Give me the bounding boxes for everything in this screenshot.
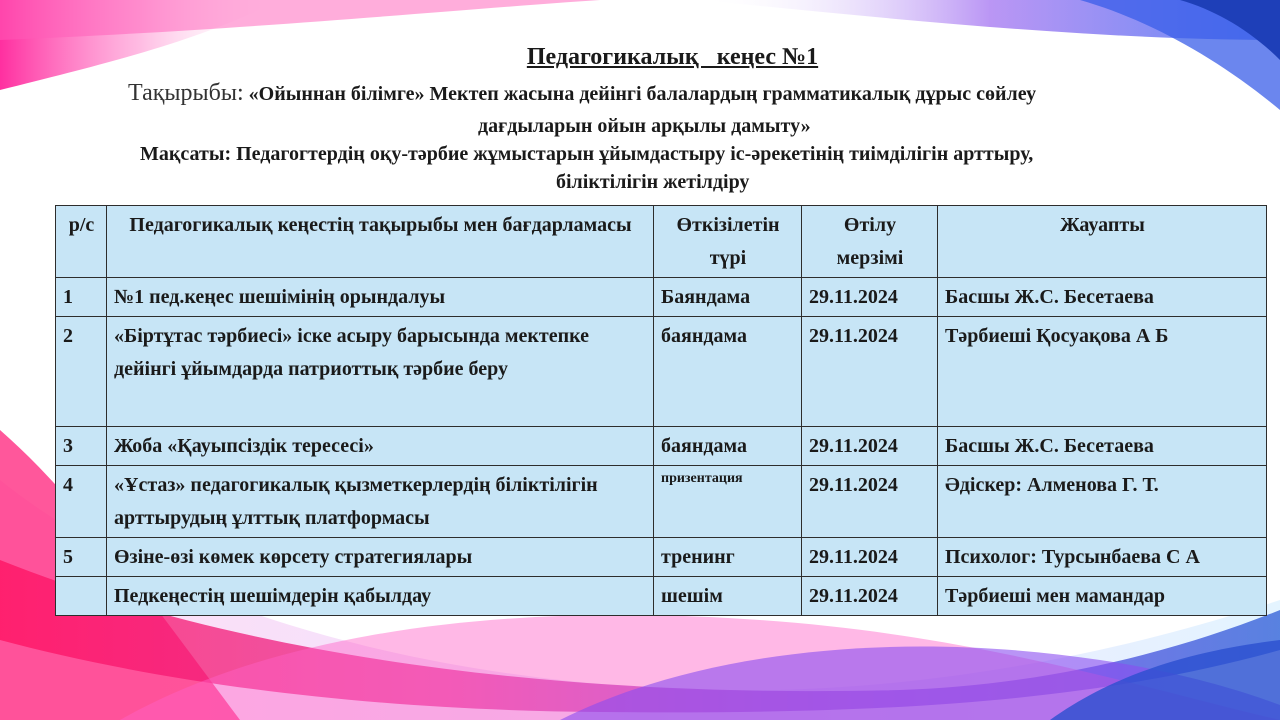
header-topic: Педагогикалық кеңестің тақырыбы мен бағдарламасы: [107, 206, 654, 278]
row-topic: Өзіне-өзі көмек көрсету стратегиялары: [107, 538, 654, 577]
header-date: Өтілу мерзімі: [802, 206, 938, 278]
header-responsible: Жауапты: [938, 206, 1267, 278]
row-format: тренинг: [654, 538, 802, 577]
row-number: 2: [56, 317, 107, 427]
row-responsible: Басшы Ж.С. Бесетаева: [938, 427, 1267, 466]
row-date: 29.11.2024: [802, 317, 938, 427]
row-format: шешім: [654, 577, 802, 616]
row-number: 1: [56, 278, 107, 317]
header-number: р/с: [56, 206, 107, 278]
row-responsible: Психолог: Турсынбаева С А: [938, 538, 1267, 577]
row-number: [56, 577, 107, 616]
row-topic: «Ұстаз» педагогикалық қызметкерлердің біліктілігін арттырудың ұлттық платформасы: [107, 466, 654, 538]
row-format: баяндама: [654, 427, 802, 466]
row-topic: №1 пед.кеңес шешімінің орындалуы: [107, 278, 654, 317]
row-date: 29.11.2024: [802, 278, 938, 317]
table-row: [56, 577, 1267, 616]
table-row: [56, 427, 1267, 466]
row-format: призентация: [654, 466, 802, 538]
table-header-row: [56, 206, 1267, 278]
row-number: 5: [56, 538, 107, 577]
slide-title: Педагогикалық кеңес №1: [526, 44, 819, 70]
row-responsible: Тәрбиеші мен мамандар: [938, 577, 1267, 616]
row-responsible: Әдіскер: Алменова Г. Т.: [938, 466, 1267, 538]
table-row: [56, 538, 1267, 577]
row-date: 29.11.2024: [802, 538, 938, 577]
row-date: 29.11.2024: [802, 466, 938, 538]
row-topic: Педкеңестің шешімдерін қабылдау: [107, 577, 654, 616]
row-date: 29.11.2024: [802, 577, 938, 616]
row-responsible: Тәрбиеші Қосуақова А Б: [938, 317, 1267, 427]
topic-text: «Ойыннан білімге» Мектеп жасына дейінгі балалардың грамматикалық дұрыс сөйлеу: [243, 83, 1037, 105]
agenda-table: [55, 205, 1267, 616]
topic-line: [128, 80, 1228, 107]
table-row: [56, 278, 1267, 317]
goal-line-2: біліктілігін жетілдіру: [556, 171, 750, 193]
row-responsible: Басшы Ж.С. Бесетаева: [938, 278, 1267, 317]
topic-text-continued: дағдыларын ойын арқылы дамыту»: [478, 115, 811, 137]
row-format: баяндама: [654, 317, 802, 427]
row-topic: Жоба «Қауыпсіздік тересесі»: [107, 427, 654, 466]
row-topic: «Біртұтас тәрбиесі» іске асыру барысында мектепке дейінгі ұйымдарда патриоттық тәрбие беру: [107, 317, 654, 427]
goal-line-1: Мақсаты: Педагогтердің оқу-тәрбие жұмыстарын ұйымдастыру іс-әрекетінің тиімділігін арттыру,: [140, 143, 1034, 165]
row-number: 3: [56, 427, 107, 466]
row-format: Баяндама: [654, 278, 802, 317]
header-format: Өткізілетін түрі: [654, 206, 802, 278]
topic-label: Тақырыбы:: [128, 80, 244, 106]
table-row: [56, 317, 1267, 427]
table-row: [56, 466, 1267, 538]
row-date: 29.11.2024: [802, 427, 938, 466]
row-number: 4: [56, 466, 107, 538]
